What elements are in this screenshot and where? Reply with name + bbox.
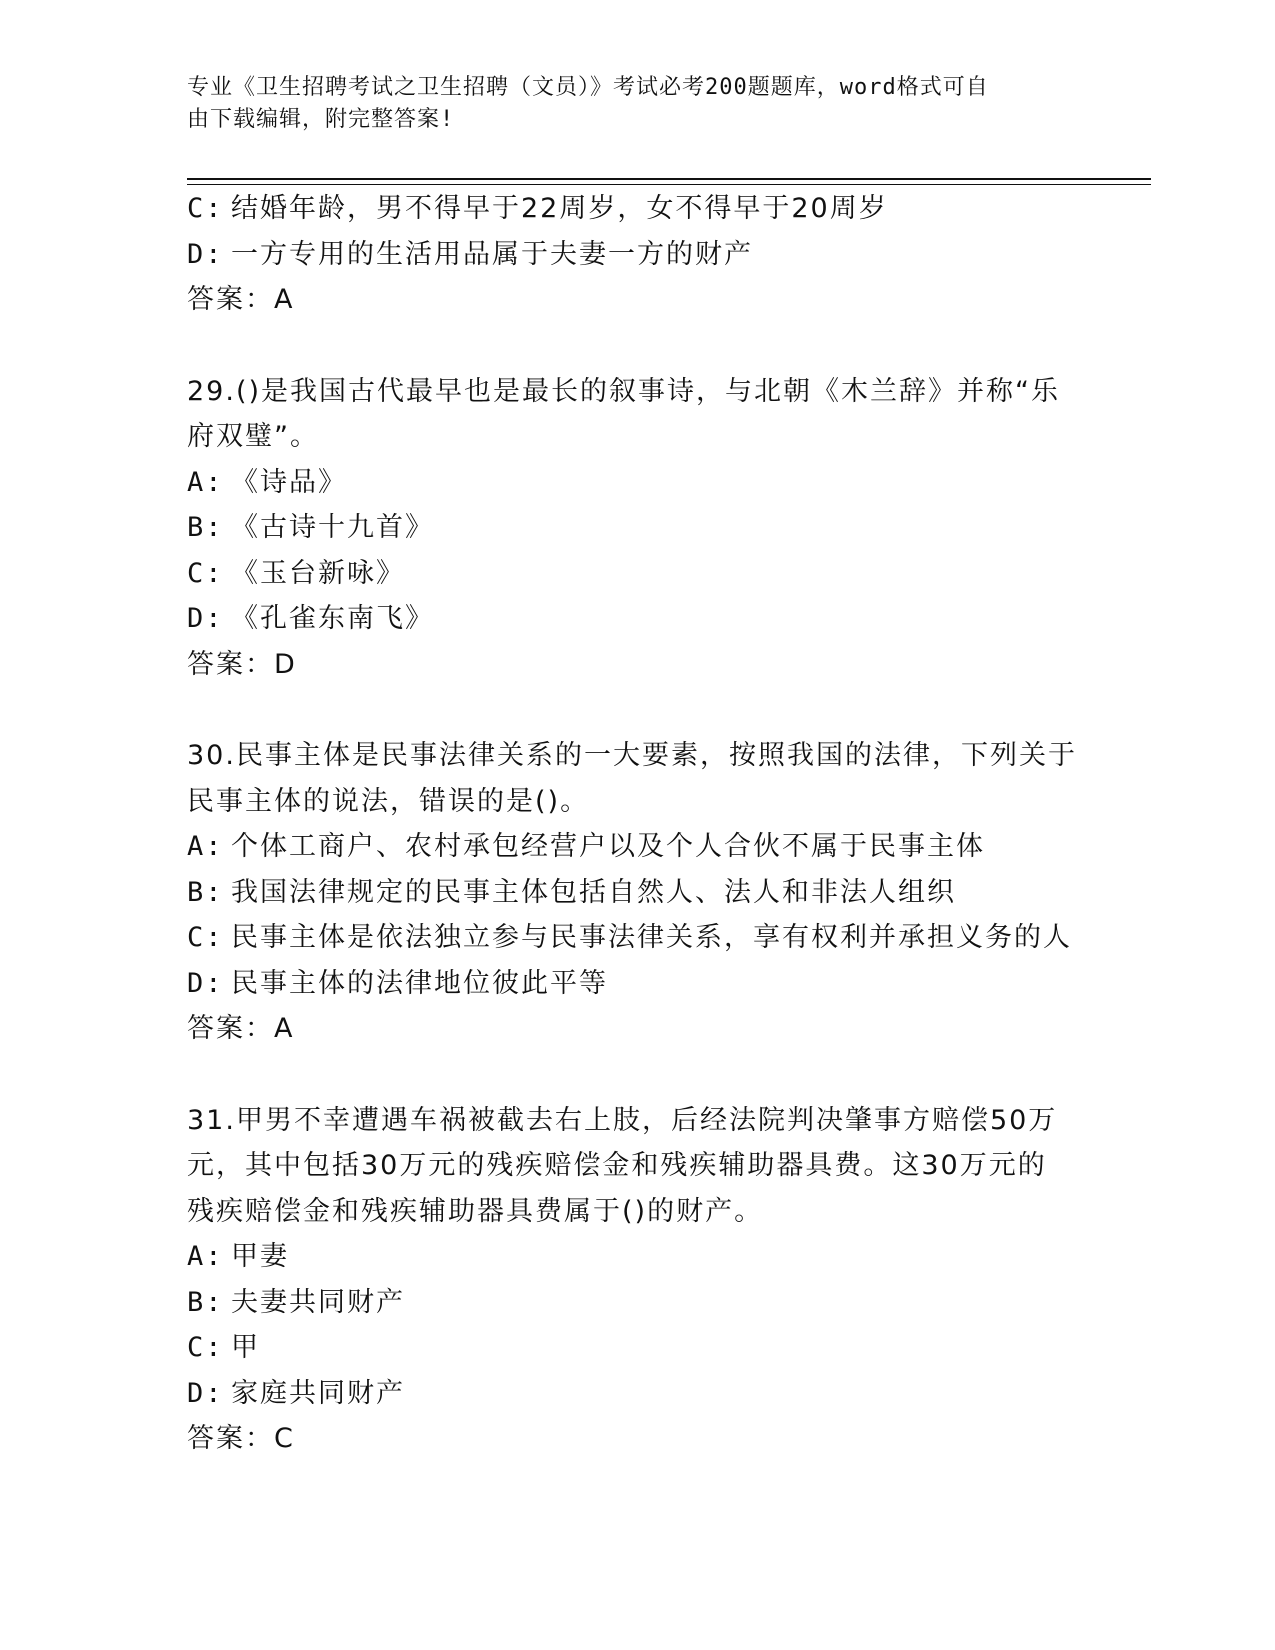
option-text: 我国法律规定的民事主体包括自然人、法人和非法人组织 bbox=[231, 876, 956, 908]
option-c bbox=[187, 1325, 1087, 1371]
question-stem-line: 民事主体的说法，错误的是()。 bbox=[187, 785, 590, 817]
option-key: C: bbox=[187, 1332, 224, 1363]
question-stem-line: 府双璧”。 bbox=[187, 421, 319, 452]
option-key: A: bbox=[187, 1241, 224, 1272]
document-header bbox=[187, 72, 1087, 136]
option-text: 《诗品》 bbox=[231, 466, 347, 498]
document-body bbox=[187, 186, 1087, 1462]
option-key: C: bbox=[187, 922, 224, 953]
header-line-2: 由下载编辑，附完整答案! bbox=[187, 107, 455, 132]
prev-question-block bbox=[187, 186, 1087, 323]
option-text: 民事主体是依法独立参与民事法律关系，享有权利并承担义务的人 bbox=[231, 922, 1072, 953]
option-key: A: bbox=[187, 831, 224, 862]
option-text: 《古诗十九首》 bbox=[231, 512, 434, 543]
option-text: 一方专用的生活用品属于夫妻一方的财产 bbox=[231, 238, 753, 270]
option-b bbox=[187, 505, 1087, 551]
option-c bbox=[187, 186, 1087, 232]
option-key: B: bbox=[187, 512, 224, 543]
option-text: 结婚年龄，男不得早于22周岁，女不得早于20周岁 bbox=[231, 193, 888, 224]
answer-line: 答案：D bbox=[187, 648, 297, 680]
question-stem-line: 残疾赔偿金和残疾辅助器具费属于()的财产。 bbox=[187, 1195, 764, 1227]
option-key: D: bbox=[187, 1377, 224, 1409]
header-rule-thick bbox=[187, 178, 1151, 180]
option-text: 甲妻 bbox=[231, 1241, 289, 1272]
option-key: A: bbox=[187, 466, 224, 498]
option-key: B: bbox=[187, 1286, 224, 1318]
option-text: 夫妻共同财产 bbox=[231, 1286, 405, 1318]
option-c bbox=[187, 915, 1087, 961]
option-text: 家庭共同财产 bbox=[231, 1377, 405, 1409]
option-c bbox=[187, 551, 1087, 597]
question-stem-line: 29.()是我国古代最早也是最长的叙事诗，与北朝《木兰辞》并称“乐 bbox=[187, 375, 1060, 407]
option-d bbox=[187, 596, 1087, 642]
option-text: 《玉台新咏》 bbox=[231, 557, 405, 589]
option-d bbox=[187, 1371, 1087, 1417]
option-key: D: bbox=[187, 238, 224, 270]
option-text: 个体工商户、农村承包经营户以及个人合伙不属于民事主体 bbox=[231, 831, 985, 862]
question-31 bbox=[187, 1098, 1087, 1462]
option-a bbox=[187, 460, 1087, 506]
option-a bbox=[187, 824, 1087, 870]
option-key: D: bbox=[187, 603, 224, 634]
option-d bbox=[187, 232, 1087, 278]
option-key: C: bbox=[187, 193, 224, 224]
question-30 bbox=[187, 733, 1087, 1052]
header-line-1: 专业《卫生招聘考试之卫生招聘（文员）》考试必考200题题库，word格式可自 bbox=[187, 75, 989, 100]
question-stem-line: 30.民事主体是民事法律关系的一大要素，按照我国的法律，下列关于 bbox=[187, 740, 1077, 771]
answer-line: 答案：C bbox=[187, 1423, 295, 1454]
option-b bbox=[187, 870, 1087, 916]
option-text: 甲 bbox=[231, 1332, 260, 1363]
answer-line: 答案：A bbox=[187, 284, 295, 315]
option-b bbox=[187, 1280, 1087, 1326]
option-d bbox=[187, 961, 1087, 1007]
header-rule-thin bbox=[187, 184, 1151, 185]
answer-line: 答案：A bbox=[187, 1013, 295, 1044]
option-key: C: bbox=[187, 557, 224, 589]
option-key: B: bbox=[187, 876, 224, 908]
option-key: D: bbox=[187, 967, 224, 999]
question-stem-line: 元，其中包括30万元的残疾赔偿金和残疾辅助器具费。这30万元的 bbox=[187, 1150, 1047, 1181]
option-text: 《孔雀东南飞》 bbox=[231, 603, 434, 634]
option-text: 民事主体的法律地位彼此平等 bbox=[231, 967, 608, 999]
option-a bbox=[187, 1234, 1087, 1280]
question-stem-line: 31.甲男不幸遭遇车祸被截去右上肢，后经法院判决肇事方赔偿50万 bbox=[187, 1104, 1058, 1136]
question-29 bbox=[187, 369, 1087, 688]
